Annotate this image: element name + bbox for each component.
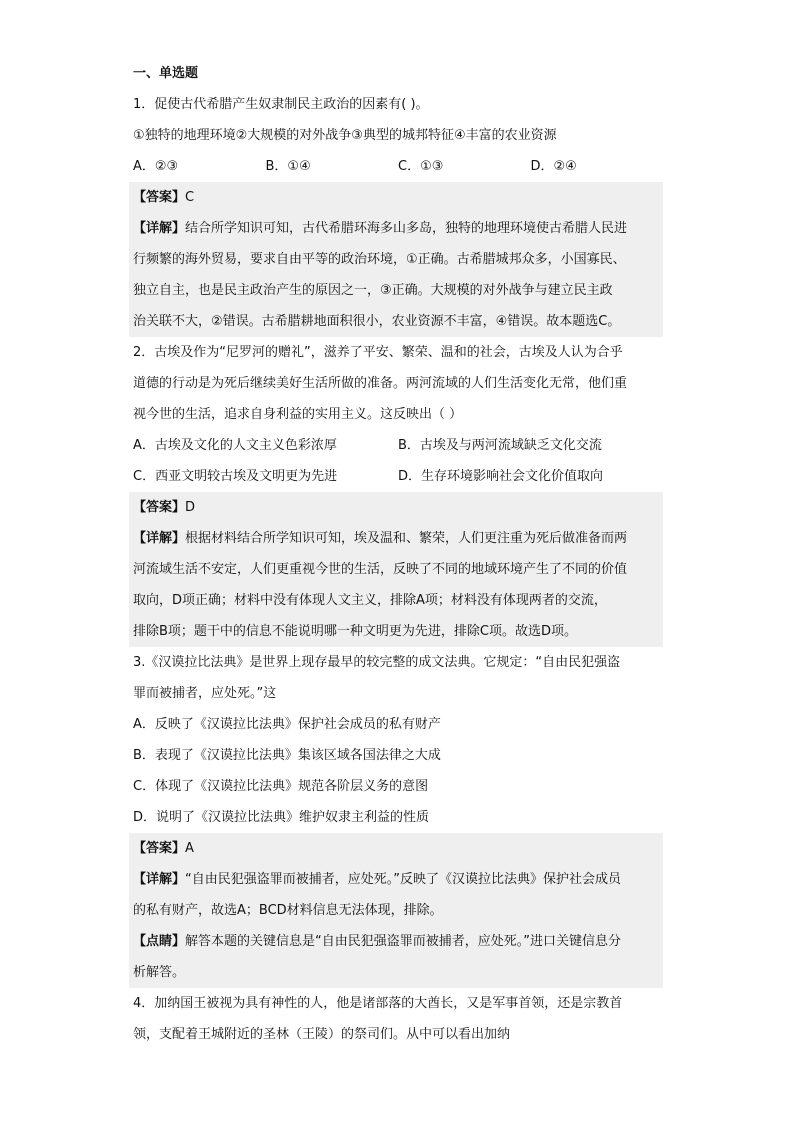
q2-detail-text-1: 根据材料结合所学知识可知，埃及温和、繁荣，人们更注重为死后做准备而两 [185, 531, 628, 546]
q2-detail-line-3: 取向，D项正确；材料中没有体现人文主义，排除A项；材料没有体现两者的交流， [133, 593, 607, 608]
q2-stem-line-1: 2．古埃及作为“尼罗河的赠礼”，滋养了平安、繁荣、温和的社会，古埃及人认为合乎 [133, 345, 623, 360]
q3-stem-line-2: 罪而被捕者，应处死。”这 [133, 686, 277, 701]
q3-tip-line-2: 析解答。 [133, 965, 186, 980]
q2-option-a[interactable]: A．古埃及文化的人文主义色彩浓厚 [133, 438, 337, 453]
q2-answer-value: D [185, 500, 196, 515]
q2-options-row-1 [133, 430, 663, 461]
q2-option-c[interactable]: C．西亚文明较古埃及文明更为先进 [133, 469, 338, 484]
q3-detail-line-2: 的私有财产，故选A；BCD材料信息无法体现，排除。 [133, 903, 443, 918]
q1-options [133, 151, 663, 182]
q3-detail-line-1 [133, 864, 663, 895]
q2-stem-line-3: 视今世的生活，追求自身利益的实用主义。这反映出（ ） [133, 407, 463, 422]
q2-solution-block [129, 492, 663, 647]
q1-detail-tag: 【详解】 [133, 221, 186, 236]
q2-detail-line-2: 河流域生活不安定，人们更重视今世的生活，反映了不同的地域环境产生了不同的价值 [133, 562, 628, 577]
q3-option-d[interactable]: D．说明了《汉谟拉比法典》维护奴隶主利益的性质 [133, 810, 430, 825]
q2-answer [133, 492, 663, 523]
q1-detail-line-4: 治关联不大，②错误。古希腊耕地面积很小，农业资源不丰富，④错误。故本题选C。 [133, 314, 621, 329]
q1-solution-block [129, 182, 663, 337]
q3-detail-text-1: “自由民犯强盗罪而被捕者，应处死。”反映了《汉谟拉比法典》保护社会成员 [185, 872, 621, 887]
q1-detail-line-2: 行频繁的海外贸易，要求自由平等的政治环境，①正确。古希腊城邦众多，小国寡民、 [133, 252, 626, 267]
q2-option-b[interactable]: B．古埃及与两河流域缺乏文化交流 [398, 438, 602, 453]
q1-items: ①独特的地理环境②大规模的对外战争③典型的城邦特征④丰富的农业资源 [133, 128, 557, 143]
q2-detail-tag: 【详解】 [133, 531, 186, 546]
q1-detail-text-1: 结合所学知识可知，古代希腊环海多山多岛，独特的地理环境使古希腊人民进 [185, 221, 628, 236]
q2-option-d[interactable]: D．生存环境影响社会文化价值取向 [398, 469, 604, 484]
q3-tip-text-1: 解答本题的关键信息是“自由民犯强盗罪而被捕者，应处死。”进口关键信息分 [185, 934, 621, 949]
q1-option-c[interactable]: C．①③ [398, 159, 444, 174]
q2-detail-line-4: 排除B项；题干中的信息不能说明哪一种文明更为先进，排除C项。故选D项。 [133, 624, 578, 639]
q1-detail-line-3: 独立自主，也是民主政治产生的原因之一，③正确。大规模的对外战争与建立民主政 [133, 283, 613, 298]
q4-stem-line-2: 领，支配着王城附近的圣林（王陵）的祭司们。从中可以看出加纳 [133, 1027, 511, 1042]
q1-option-b[interactable]: B．①④ [265, 159, 311, 174]
q3-tip-tag: 【点睛】 [133, 934, 186, 949]
q1-stem: 1．促使古代希腊产生奴隶制民主政治的因素有( )。 [133, 97, 429, 112]
q3-stem-line-1: 3.《汉谟拉比法典》是世界上现存最早的较完整的成文法典。它规定：“自由民犯强盗 [133, 655, 621, 670]
q2-options-row-2 [133, 461, 663, 492]
q1-answer [133, 182, 663, 213]
q3-answer [133, 833, 663, 864]
q2-detail-line-1 [133, 523, 663, 554]
q1-detail-line-1 [133, 213, 663, 244]
q2-stem-line-2: 道德的行动是为死后继续美好生活所做的准备。两河流域的人们生活变化无常，他们重 [133, 376, 628, 391]
q3-option-c[interactable]: C．体现了《汉谟拉比法典》规范各阶层义务的意图 [133, 779, 429, 794]
q1-option-d[interactable]: D．②④ [530, 159, 577, 174]
q3-option-b[interactable]: B．表现了《汉谟拉比法典》集该区域各国法律之大成 [133, 748, 441, 763]
q3-tip-line-1 [133, 926, 663, 957]
document-content [133, 58, 663, 1050]
q3-option-a[interactable]: A．反映了《汉谟拉比法典》保护社会成员的私有财产 [133, 717, 441, 732]
q1-answer-tag: 【答案】 [133, 190, 186, 205]
q1-answer-value: C [185, 190, 195, 205]
q1-option-a[interactable]: A．②③ [133, 159, 179, 174]
section-title: 一、单选题 [133, 66, 199, 81]
q3-detail-tag: 【详解】 [133, 872, 186, 887]
q3-answer-tag: 【答案】 [133, 841, 186, 856]
q4-stem-line-1: 4．加纳国王被视为具有神性的人，他是诸部落的大酋长，又是军事首领，还是宗教首 [133, 996, 623, 1011]
q3-answer-value: A [185, 841, 194, 856]
q2-answer-tag: 【答案】 [133, 500, 186, 515]
q3-solution-block [129, 833, 663, 988]
